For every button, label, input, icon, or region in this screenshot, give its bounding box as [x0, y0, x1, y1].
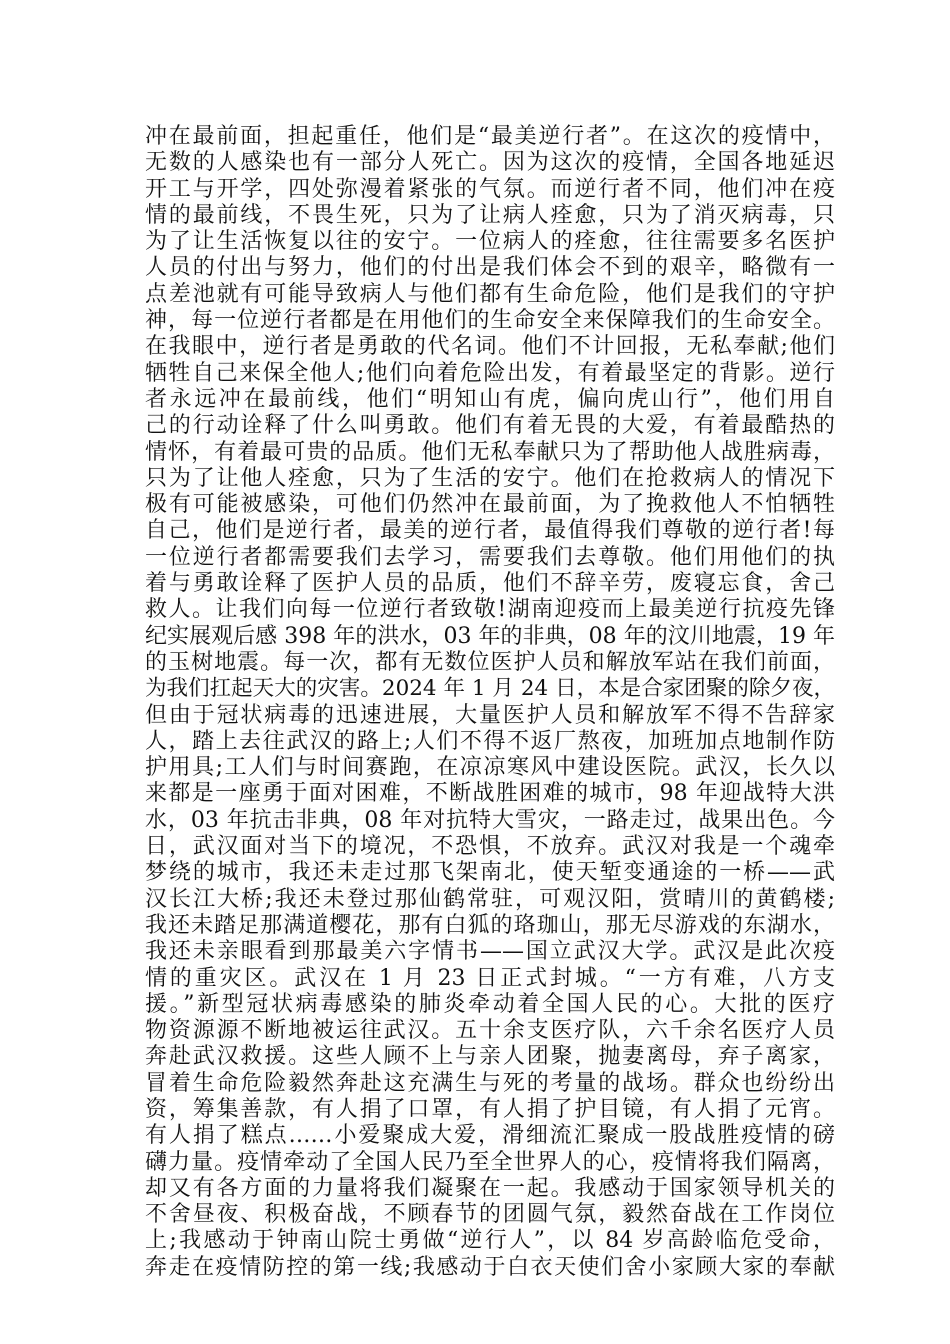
text-line: 有人捐了糕点……小爱聚成大爱，滑细流汇聚成一股战胜疫情的磅 — [145, 1123, 835, 1149]
text-line: 不舍昼夜、积极奋战，不顾春节的团圆气氛，毅然奋战在工作岗位 — [145, 1202, 835, 1228]
text-line: 情的重灾区。武汉在 1 月 23 日正式封城。“一方有难，八方支 — [145, 965, 835, 991]
text-line: 纪实展观后感 398 年的洪水，03 年的非典，08 年的汶川地震，19 年 — [145, 623, 835, 649]
text-line: 着与勇敢诠释了医护人员的品质，他们不辞辛劳，废寝忘食，舍己 — [145, 571, 835, 597]
text-line: 冲在最前面，担起重任，他们是“最美逆行者”。在这次的疫情中， — [145, 124, 835, 149]
text-line: 自己，他们是逆行者，最美的逆行者，最值得我们尊敬的逆行者!每 — [145, 518, 835, 544]
text-line: 我还未亲眼看到那最美六字情书——国立武汉大学。武汉是此次疫 — [145, 939, 835, 965]
text-line: 神，每一位逆行者都是在用他们的生命安全来保障我们的生命安全。 — [145, 308, 835, 334]
text-line: 水，03 年抗击非典，08 年对抗特大雪灾，一路走过，战果出色。今 — [145, 807, 835, 833]
text-line: 只为了让他人痊愈，只为了生活的安宁。他们在抢救病人的情况下 — [145, 465, 835, 491]
text-line: 日，武汉面对当下的境况，不恐惧，不放弃。武汉对我是一个魂牵 — [145, 834, 835, 860]
text-line: 奔赴武汉救援。这些人顾不上与亲人团聚，抛妻离母，弃子离家， — [145, 1044, 835, 1070]
text-line: 援。”新型冠状病毒感染的肺炎牵动着全国人民的心。大批的医疗 — [145, 991, 835, 1017]
text-line: 梦绕的城市，我还未走过那飞架南北，使天堑变通途的一桥——武 — [145, 860, 835, 886]
text-line: 己的行动诠释了什么叫勇敢。他们有着无畏的大爱，有着最酷热的 — [145, 413, 835, 439]
text-line: 护用具;工人们与时间赛跑，在凉凉寒风中建设医院。武汉，长久以 — [145, 755, 835, 781]
text-line: 我还未踏足那满道樱花，那有白狐的珞珈山，那无尽游戏的东湖水， — [145, 912, 835, 938]
text-line: 的玉树地震。每一次，都有无数位医护人员和解放军站在我们前面， — [145, 649, 835, 675]
text-line: 但由于冠状病毒的迅速进展，大量医护人员和解放军不得不告辞家 — [145, 702, 835, 728]
text-line: 人，踏上去往武汉的路上;人们不得不返厂熬夜，加班加点地制作防 — [145, 728, 835, 754]
text-line: 情的最前线，不畏生死，只为了让病人痊愈，只为了消灭病毒，只 — [145, 202, 835, 228]
text-line: 资，筹集善款，有人捐了口罩，有人捐了护目镜，有人捐了元宵。 — [145, 1096, 835, 1122]
text-line: 极有可能被感染，可他们仍然冲在最前面，为了挽救他人不怕牺牲 — [145, 492, 835, 518]
text-line: 冒着生命危险毅然奔赴这充满生与死的考量的战场。群众也纷纷出 — [145, 1070, 835, 1096]
text-line: 无数的人感染也有一部分人死亡。因为这次的疫情，全国各地延迟 — [145, 150, 835, 176]
text-line: 在我眼中，逆行者是勇敢的代名词。他们不计回报，无私奉献;他们 — [145, 334, 835, 360]
text-line: 物资源源不断地被运往武汉。五十余支医疗队，六千余名医疗人员 — [145, 1018, 835, 1044]
text-line: 点差池就有可能导致病人与他们都有生命危险，他们是我们的守护 — [145, 281, 835, 307]
text-line: 来都是一座勇于面对困难，不断战胜困难的城市，98 年迎战特大洪 — [145, 781, 835, 807]
text-line: 开工与开学，四处弥漫着紧张的气氛。而逆行者不同，他们冲在疫 — [145, 176, 835, 202]
text-line: 情怀，有着最可贵的品质。他们无私奉献只为了帮助他人战胜病毒， — [145, 439, 835, 465]
text-line: 救人。让我们向每一位逆行者致敬!湖南迎疫而上最美逆行抗疫先锋 — [145, 597, 835, 623]
text-line: 为了让生活恢复以往的安宁。一位病人的痊愈，往往需要多名医护 — [145, 229, 835, 255]
text-line: 上;我感动于钟南山院士勇做“逆行人”，以 84 岁高龄临危受命， — [145, 1228, 835, 1254]
text-line: 牺牲自己来保全他人;他们向着危险出发，有着最坚定的背影。逆行 — [145, 360, 835, 386]
text-line: 却又有各方面的力量将我们凝聚在一起。我感动于国家领导机关的 — [145, 1175, 835, 1201]
text-line: 者永远冲在最前线，他们“明知山有虎，偏向虎山行”，他们用自 — [145, 386, 835, 412]
text-line: 汉长江大桥;我还未登过那仙鹤常驻，可观汉阳，赏晴川的黄鹤楼; — [145, 886, 835, 912]
document-body — [145, 124, 835, 1281]
text-line: 人员的付出与努力，他们的付出是我们体会不到的艰辛，略微有一 — [145, 255, 835, 281]
text-line: 奔走在疫情防控的第一线;我感动于白衣天使们舍小家顾大家的奉献 — [145, 1254, 835, 1280]
text-line: 一位逆行者都需要我们去学习，需要我们去尊敬。他们用他们的执 — [145, 544, 835, 570]
text-line: 为我们扛起天大的灾害。2024 年 1 月 24 日，本是合家团聚的除夕夜， — [145, 676, 835, 702]
text-line: 礴力量。疫情牵动了全国人民乃至全世界人的心，疫情将我们隔离， — [145, 1149, 835, 1175]
